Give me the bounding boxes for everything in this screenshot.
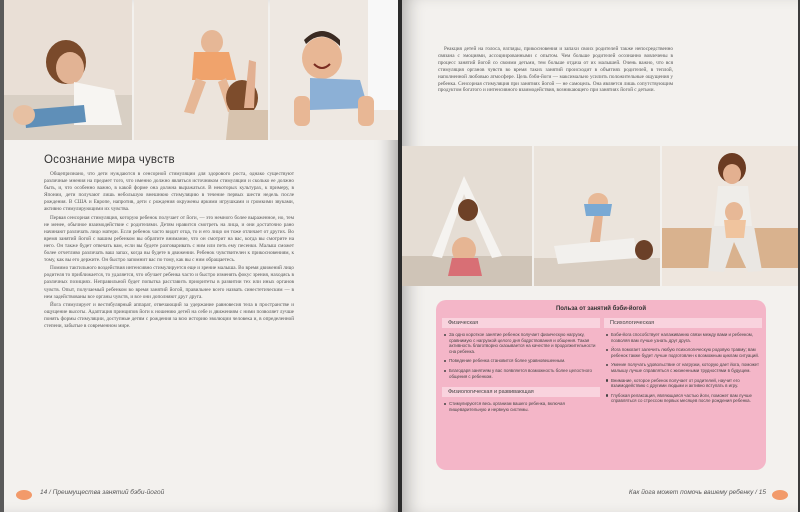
page-number-marker	[16, 490, 32, 500]
paragraph: Общепризнано, что дети нуждаются в сенсорной стимуляции для здорового роста, однако существуют различные мнения на предмет того, что именно должно являться источником стимуляции и сколько ее должно быть, и, что особенно важно, в какой форме она должна выражаться. В некоторых культурах, к примеру, в Японии, дети получают лишь небольшую внешнюю стимуляцию в течение первых шести недель после рождения. В США и Европе, напротив, дети с рождения окружены яркими игрушками и громкими звуками, активно стимулирующими их чувства.	[44, 171, 294, 213]
left-page	[4, 0, 398, 512]
benefits-box-title: Польза от занятий бэби-йогой	[555, 306, 647, 312]
benefits-column-physical	[442, 318, 600, 416]
right-intro-text: Реакция детей на голоса, взгляды, прикосновения и запахи своих родителей также непосредственно связана с эмоциями, ассоциированными с опытом. Чем больше родителей осознанно вовлечены в процесс занятий йогой со своими детьми, тем больше отдача от их малышей. Очень важно, что вся стимуляция органов чувств во время таких занятий происходит в объятиях родителей, в теплой, наполненной любовью атмосфере. Цель бэби-йоги — максимально усилить положительные ощущения у ребенка. Сенсорная стимуляция при занятиях йогой — не самоцель. Она является лишь сопутствующим продуктом богатого и интенсивного взаимодействия, возникающего при занятиях йогой с детьми.	[438, 46, 673, 94]
list-item: Йога помогает залечить любую психологическую родовую травму; вам ребенок также будет лучше подготовлен к возможным циклам ситуаций.	[604, 347, 762, 358]
left-body-text	[44, 171, 294, 331]
section-heading: Осознание мира чувств	[44, 154, 175, 166]
photo-mother-downward-dog-with-baby	[402, 146, 532, 286]
photo-father-lifting-baby	[134, 0, 268, 140]
paragraph: Первая сенсорная стимуляция, которую ребенок получает от йоги, — это немного более выраженное, но, тем не менее, обычное взаимодействие с родителями. Детям нравится смотреть на лица, и они достаточно рано начинают различать лицо матери. Если ребенок часто видит отца, то и его лицо он тоже отличает от других. Во время занятий йогой с вашим ребенком вы обратите внимание, что он смотрит на вас, когда вы смотрите на него. Он также будет отвечать вам, если вы будете разговаривать с ним или петь ему песенки. Малыш сможет более отчетливо различать ваш запах, когда вы будете в движении. Ребенок чувствителен к прикосновениям, к тому, как вы его держите. Он быстро запомнит вас по тому, как вы с ним обращаетесь.	[44, 214, 294, 264]
list-item: За одно короткое занятие ребенок получает физическую нагрузку, сравнимую с нагрузкой целого дня бодрствования и общения. Такая активность благотворно сказывается на качестве и продолжительности сна ребенка.	[442, 332, 600, 354]
list-item: Стимулируются весь организм вашего ребенка, включая пищеварительную и нервную системы.	[442, 401, 600, 412]
list-item: Умение получать удовольствие от нагрузки, которую дает йога, поможет малышу лучше справляться с жизненными трудностями в будущем.	[604, 362, 762, 373]
benefits-column-psychological	[604, 318, 762, 408]
list-item: Глубокая релаксация, являющаяся частью йоги, поможет вам лучше справляться со стрессом первых месяцев после рождения ребенка.	[604, 393, 762, 404]
list-item: Бэби-йога способствует налаживанию связи между вами и ребенком, позволяя вам лучше узнать друг друга.	[604, 332, 762, 343]
photo-smiling-baby-crawling	[270, 0, 398, 140]
list-item: Благодаря занятиям у вас появляется возможность более целостного общения с ребенком.	[442, 368, 600, 379]
subheading-physical: Физическая	[442, 318, 600, 328]
subheading-physiological: Физиологическая и развивающая	[442, 387, 600, 397]
left-footer: 14 / Преимущества занятий бэби-йогой	[40, 489, 165, 496]
photo-mother-lifting-baby-legs	[534, 146, 660, 286]
subheading-psychological: Психологическая	[604, 318, 762, 328]
paragraph: Помимо тактильного воздействия интенсивно стимулируется еще и зрение малыша. Во время движений лицо родителя то приближается, то удаляется, что обучает ребенка часто и быстро изменять фокус зрения, находясь в различных позициях. Неправильной будет попытка расставить приоритеты в развитии тех или иных органов чувств. Опыт, получаемый ребенком во время занятий йогой, правильнее всего назвать синестетическим — в нем задействованы все органы чувств, и все они дополняют друг друга.	[44, 265, 294, 300]
list-item: Поведение ребенка становится более уравновешенным.	[442, 358, 600, 364]
photo-mother-lying-with-baby	[4, 0, 132, 140]
page-number-marker	[772, 490, 788, 500]
list-item: Внимание, которое ребенок получает от родителей, научит его взаимодействию с другими людьми и активно вступать в игру.	[604, 378, 762, 389]
photo-mother-squat-with-baby	[662, 146, 798, 286]
right-footer: Как йога может помочь вашему ребенку / 15	[628, 489, 766, 496]
benefits-box	[436, 300, 766, 470]
paragraph: Йога стимулирует и вестибулярный аппарат, отвечающий за удержание равновесия тела в пространстве и ощущение высоты. Адаптация принципов йоги к ношению детей на себе и движениям с ними позволяет лучше понять формы стимуляции, доступные детям с рождения за всю историю эволюции человека и, в определенной степени, забытые в современном мире.	[44, 301, 294, 329]
